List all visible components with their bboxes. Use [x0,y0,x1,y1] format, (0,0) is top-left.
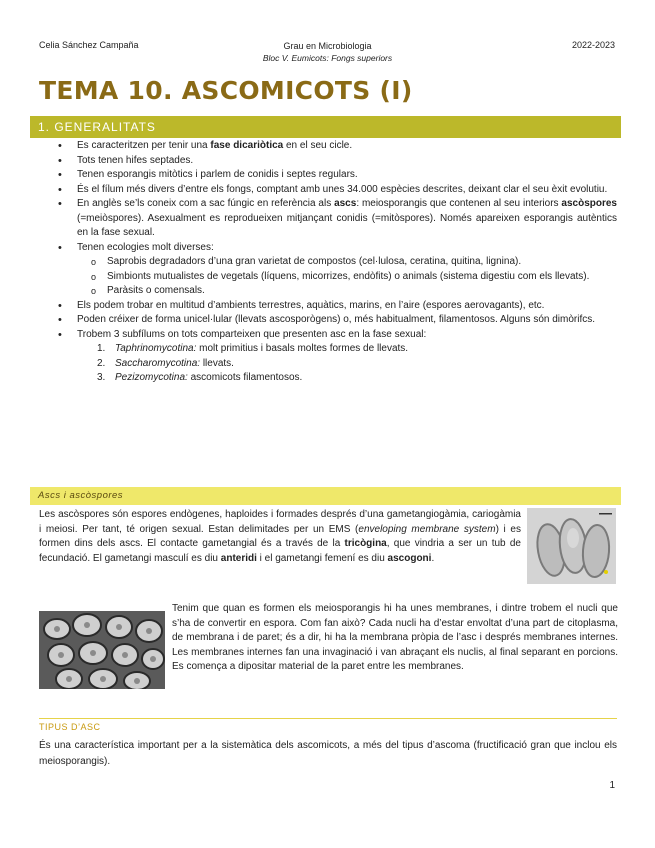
sub-list-item: o Simbionts mutualistes de vegetals (líquens, micorrizes, endòfits) o animals (sistema digestiu com els llevats). [39,270,617,285]
list-item: • Els podem trobar en multitud d’ambients terrestres, aquàtics, marins, en l’aire (espores aerovagants), etc. [39,299,617,314]
asci-micrograph [39,611,165,689]
list-item: • Tenen esporangis mitòtics i parlem de conidis i septes regulars. [39,168,617,183]
list-item: • És el fílum més divers d’entre els fongs, comptant amb unes 34.000 espècies descrites, deixant clar el seu èxit evolutiu. [39,183,617,198]
page-number: 1 [609,780,615,791]
ascospores-micrograph [527,508,616,584]
list-item: • Tenen ecologies molt diverses: [39,241,617,256]
section-divider [39,718,617,719]
ascospores-micrograph-drawing [527,508,616,584]
header-course: Grau en Microbiologia [283,41,372,51]
membranes-paragraph: Tenim que quan es formen els meiosporangis hi ha unes membranes, i dintre trobem el nucli que s’ha de convertir en espora. Com fan això? Cada nucli ha d’estar envoltat d’una part de citoplasma, de membrana i de paret; és a dir, hi ha la membrana pròpia de l’asc i després membranes internes. Les membranes internes fan una invaginació i van abraçant els nuclis, al final separant en porcions. Es comença a dipositar material de la paret entre les membranes. [172,603,618,672]
tipus-paragraph: És una característica important per a la sistemàtica dels ascomicots, a més del tipus d’ascoma (fructificació gran que inclou els meiosporangis). [39,740,617,767]
ascospores-paragraph: Les ascòspores són espores endògenes, haploides i formades després d’una gametangiogàmia, cariogàmia i meiosi. Per tant, té origen sexual. Estan delimitades per un EMS (enveloping membrane system) i es formen dins dels ascs. El contacte gametangial és a través de la tricògina, que vindria a ser un tub de fecundació. El gametangi masculí es diu anteridi i el gametangi femení es diu ascogoni. [39,509,521,564]
section-heading-generalitats: 1. GENERALITATS [30,116,621,138]
list-item: • Tots tenen hifes septades. [39,154,617,169]
header-course-block [0,40,655,64]
header-author: Celia Sánchez Campaña [39,40,139,50]
header-year: 2022-2023 [571,40,615,50]
numbered-item: 1. Taphrinomycotina: molt primitius i basals moltes formes de llevats. [97,343,409,354]
subsection-heading-ascs: Ascs i ascòspores [30,487,621,505]
sub-list-item: o Saprobis degradadors d’una gran varietat de compostos (cel·lulosa, ceratina, quitina, lignina). [39,255,617,270]
list-item: • Trobem 3 subfílums on tots comparteixen que presenten asc en la fase sexual: [39,328,617,343]
list-item: • En anglès se’ls coneix com a sac fúngic en referència als ascs: meiosporangis que contenen al seu interiors ascòspores (=meiòspores). Asexualment es reprodueixen mitjançant conidis (=mitòspores). Només apareixen esporangis autèntics en la fase sexual. [39,197,617,241]
header-block: Bloc V. Eumicots: Fongs superiors [262,53,393,63]
numbered-item: 3. Pezizomycotina: ascomicots filamentosos. [97,372,303,383]
asci-micrograph-drawing [39,611,165,689]
numbered-item: 2. Saccharomycotina: llevats. [97,357,234,369]
list-item: • Poden créixer de forma unicel·lular (llevats ascosporògens) o, més habitualment, filamentosos. Alguns són dimòrifcs. [39,313,617,328]
sub-list-item: o Paràsits o comensals. [39,284,617,299]
subsection-heading-tipus: TIPUS D’ASC [39,722,101,732]
generalitats-list [39,139,617,386]
ecologies-list [39,255,617,299]
page-title: TEMA 10. ASCOMICOTS (I) [39,76,413,105]
subphyla-list [39,342,617,386]
list-item: • Es caracteritzen per tenir una fase dicariòtica en el seu cicle. [39,139,617,154]
